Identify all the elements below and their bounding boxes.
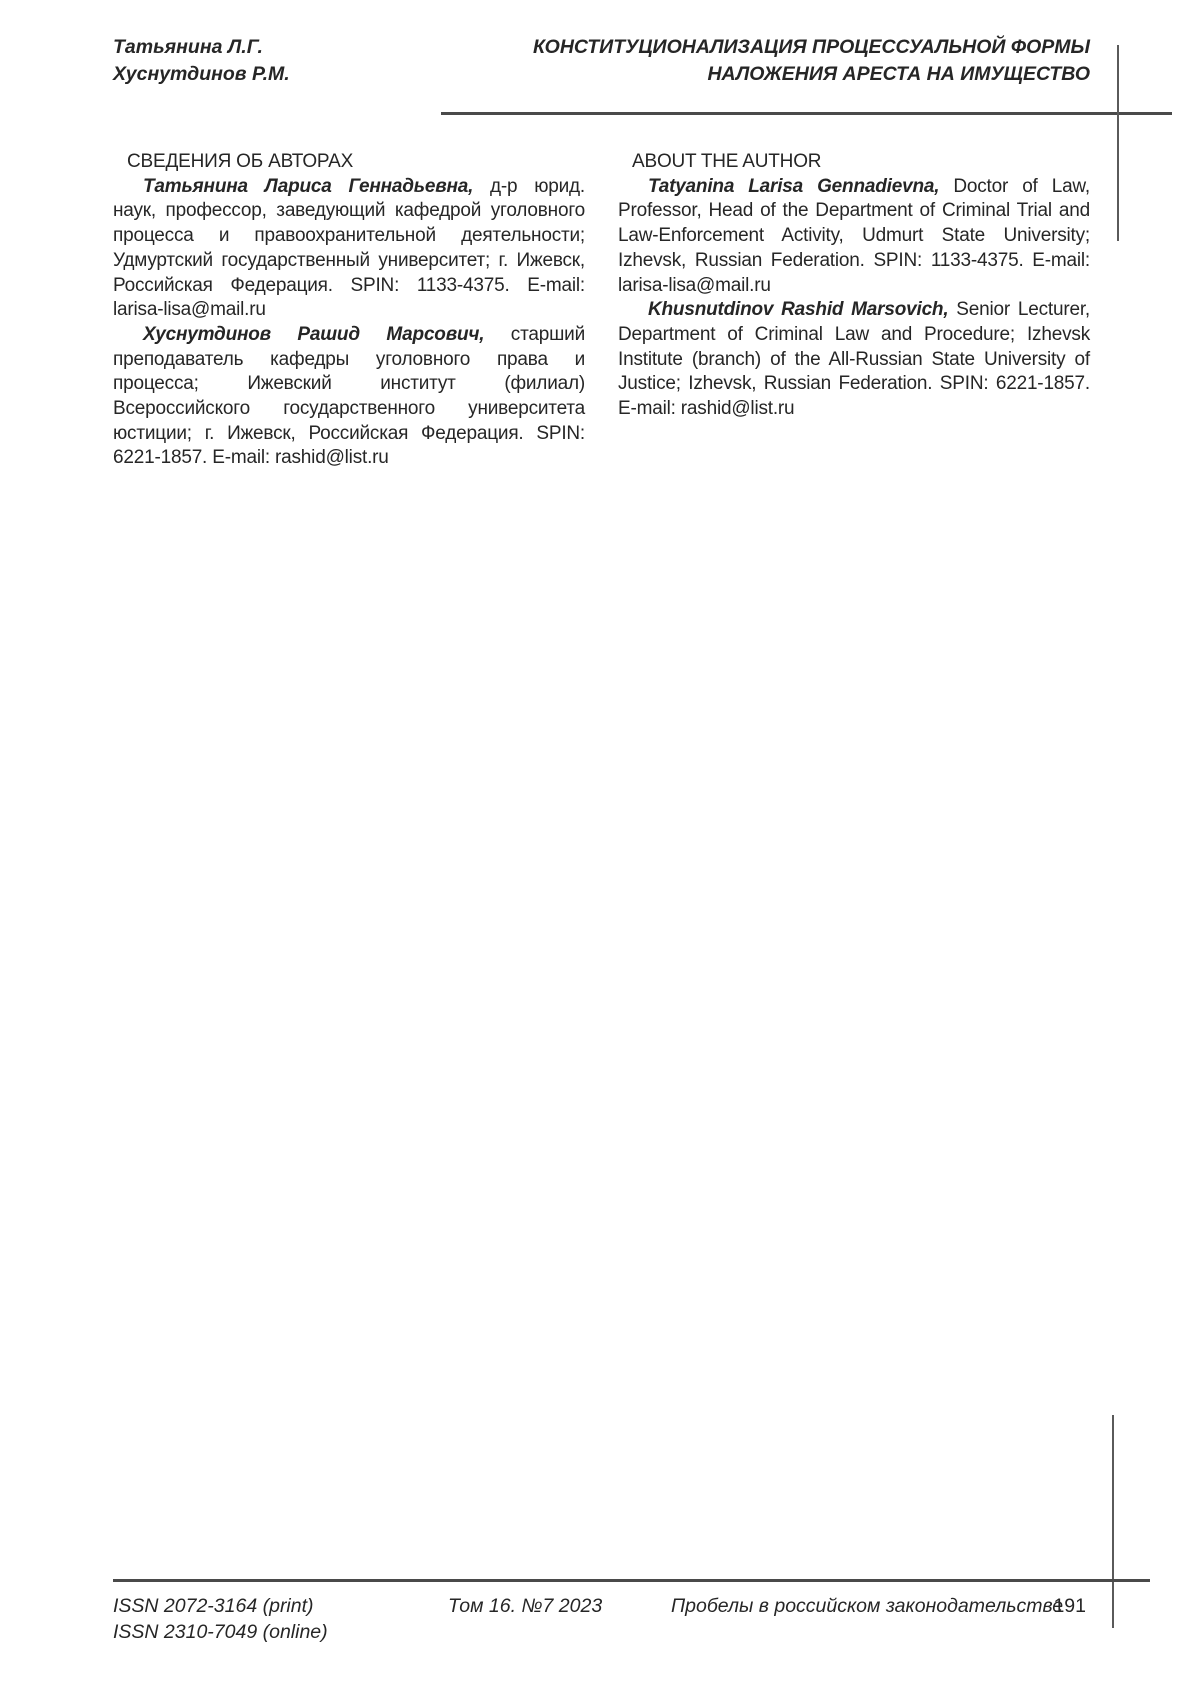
- article-title-line-1: КОНСТИТУЦИОНАЛИЗАЦИЯ ПРОЦЕССУАЛЬНОЙ ФОРМЫ: [532, 36, 1090, 58]
- article-title-line-2: НАЛОЖЕНИЯ АРЕСТА НА ИМУЩЕСТВО: [707, 63, 1090, 85]
- author-name: Khusnutdinov Rashid Marsovich,: [648, 299, 949, 321]
- issn-print: ISSN 2072-3164 (print): [113, 1595, 314, 1617]
- running-head-author-1: Татьянина Л.Г.: [113, 36, 263, 58]
- author-details: старший преподаватель кафедры уголовного права и процесса; Ижевский институт (филиал) Всероссийского государственного университета юстиции; г. Ижевск, Российская Федерация. SPIN: 6221-1857. E-mail: rashid@list.ru: [113, 323, 585, 469]
- author-info-english-column: [618, 150, 1090, 471]
- header-rule: [441, 112, 1172, 115]
- section-heading-russian: СВЕДЕНИЯ ОБ АВТОРАХ: [127, 151, 354, 172]
- footer-journal-title: Пробелы в российском законодательстве: [671, 1595, 1064, 1617]
- author-paragraph: [113, 323, 585, 471]
- author-paragraph: [618, 175, 1090, 299]
- author-name: Татьянина Лариса Геннадьевна,: [143, 175, 474, 197]
- author-info-columns: [113, 150, 1090, 471]
- author-paragraph: [618, 298, 1090, 422]
- crop-mark-bottom-right: [1112, 1415, 1114, 1628]
- issn-online: ISSN 2310-7049 (online): [113, 1621, 328, 1643]
- author-details: Doctor of Law, Professor, Head of the Department of Criminal Trial and Law-Enforcement Activity, Udmurt State University; Izhevsk, Russian Federation. SPIN: 1133-4375. E-mail: larisa-lisa@mail.ru: [618, 175, 1090, 296]
- author-name: Tatyanina Larisa Gennadievna,: [648, 175, 940, 197]
- section-heading-english: ABOUT THE AUTHOR: [632, 151, 822, 172]
- author-name: Хуснутдинов Рашид Марсович,: [143, 323, 485, 345]
- running-head-author-2: Хуснутдинов Р.М.: [113, 63, 290, 85]
- footer-issn-block: [113, 1593, 328, 1645]
- running-head-authors: [113, 34, 290, 88]
- author-details: Senior Lecturer, Department of Criminal Law and Procedure; Izhevsk Institute (branch) of the All-Russian State University of Justice; Izhevsk, Russian Federation. SPIN: 6221-1857. E-mail: rashid@list.ru: [618, 299, 1090, 420]
- running-head-article-title: [533, 34, 1090, 88]
- crop-mark-top-right: [1117, 45, 1119, 241]
- footer-page-number: 191: [1053, 1595, 1086, 1617]
- author-details: д-р юрид. наук, профессор, заведующий кафедрой уголовного процесса и правоохранительной деятельности; Удмуртский государственный университет; г. Ижевск, Российская Федерация. SPIN: 1133-4375. E-mail: larisa-lisa@mail.ru: [113, 175, 585, 321]
- author-info-russian-column: [113, 150, 585, 471]
- author-paragraph: [113, 175, 585, 323]
- footer-volume-issue: Том 16. №7 2023: [448, 1595, 603, 1617]
- footer-rule: [113, 1579, 1150, 1582]
